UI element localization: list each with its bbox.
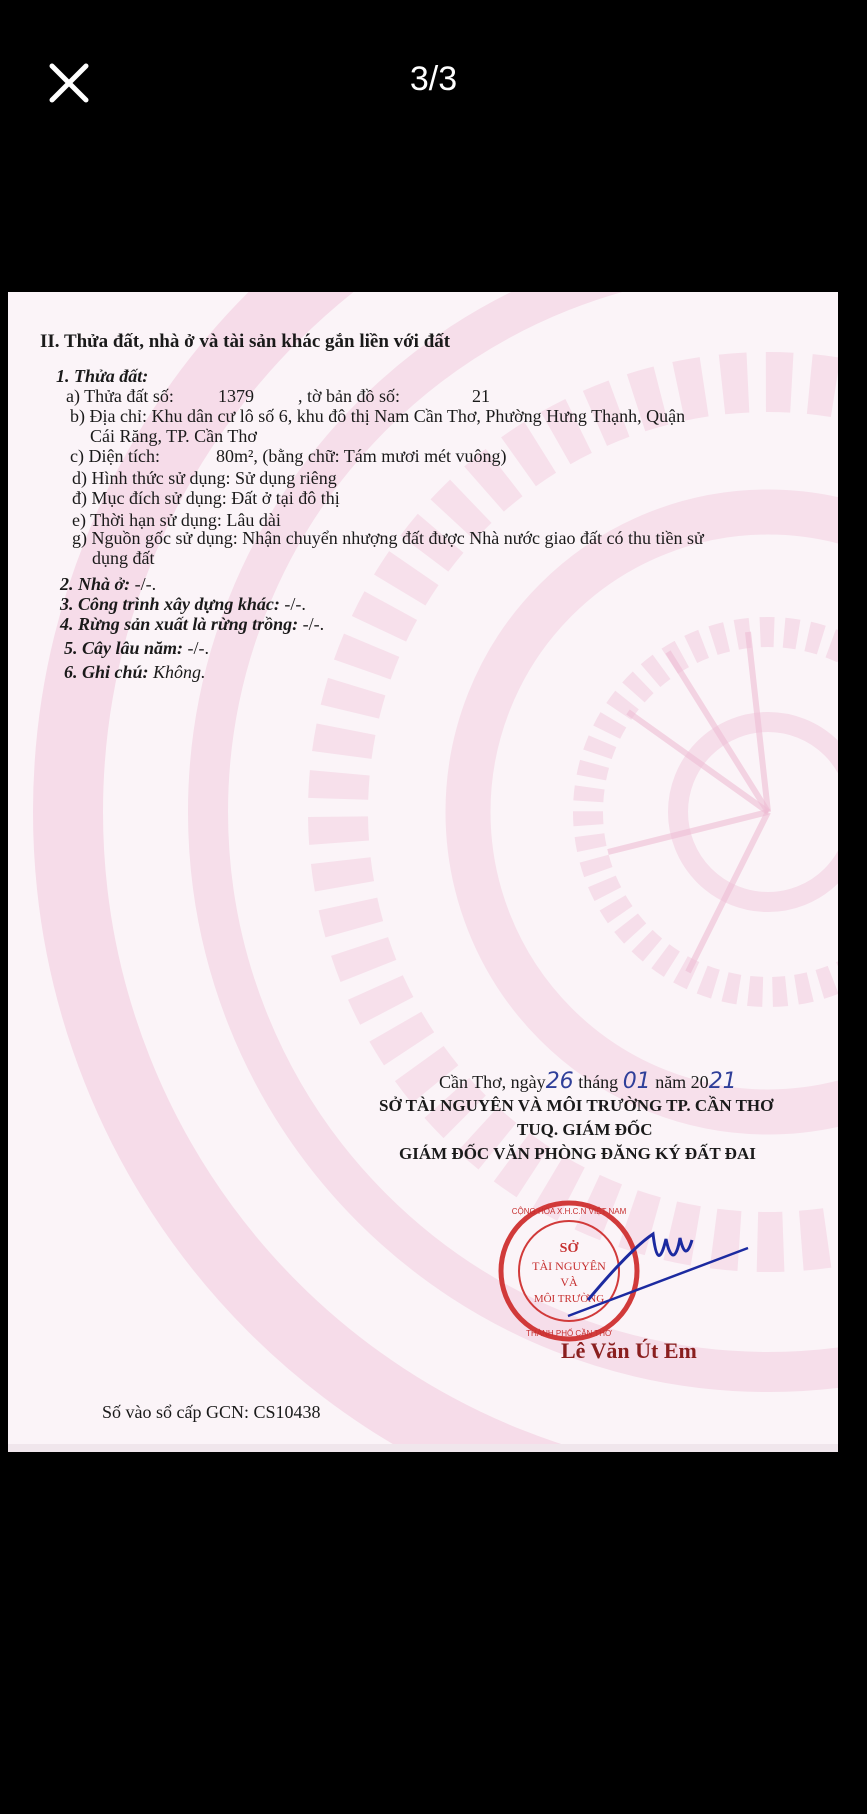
gcn-register-number: Số vào sổ cấp GCN: CS10438 bbox=[102, 1402, 321, 1422]
area-value: 80m², (bằng chữ: Tám mươi mét vuông) bbox=[216, 446, 507, 466]
page-counter: 3/3 bbox=[409, 60, 458, 98]
viewer-top-bar bbox=[0, 0, 867, 160]
date-month: 01 bbox=[622, 1069, 651, 1094]
address-line-2: Cái Răng, TP. Cần Thơ bbox=[90, 426, 257, 446]
usage-origin-line-2: dụng đất bbox=[92, 548, 155, 568]
org-office: GIÁM ĐỐC VĂN PHÒNG ĐĂNG KÝ ĐẤT ĐAI bbox=[399, 1144, 756, 1163]
handwritten-signature bbox=[548, 1204, 808, 1324]
svg-text:SỞ: SỞ bbox=[559, 1241, 579, 1256]
issue-date: Cần Thơ, ngày26 tháng 01 năm 2021 bbox=[439, 1069, 737, 1094]
date-day: 26 bbox=[545, 1069, 574, 1094]
usage-form: d) Hình thức sử dụng: Sử dụng riêng bbox=[72, 468, 337, 488]
svg-text:THÀNH PHỐ CẦN THƠ: THÀNH PHỐ CẦN THƠ bbox=[526, 1329, 612, 1338]
other-construction-value: -/-. bbox=[284, 594, 306, 614]
house-label: 2. Nhà ở: bbox=[60, 574, 131, 594]
house-value: -/-. bbox=[134, 574, 157, 594]
perennial-trees-label: 5. Cây lâu năm: bbox=[64, 638, 184, 658]
parcel-number-label: a) Thửa đất số: bbox=[66, 386, 174, 406]
land-heading: 1. Thửa đất: bbox=[56, 366, 149, 386]
org-name: SỞ TÀI NGUYÊN VÀ MÔI TRƯỜNG TP. CẦN THƠ bbox=[379, 1096, 774, 1115]
notes-label: 6. Ghi chú: bbox=[64, 662, 149, 682]
usage-purpose: đ) Mục đích sử dụng: Đất ở tại đô thị bbox=[72, 488, 340, 508]
notes-value: Không. bbox=[153, 662, 206, 682]
usage-term: e) Thời hạn sử dụng: Lâu dài bbox=[72, 510, 281, 530]
area-label: c) Diện tích: bbox=[70, 446, 160, 466]
perennial-trees-value: -/-. bbox=[187, 638, 210, 658]
parcel-number: 1379 bbox=[218, 386, 254, 406]
address-line-1: b) Địa chỉ: Khu dân cư lô số 6, khu đô thị Nam Cần Thơ, Phường Hưng Thạnh, Quận bbox=[70, 406, 686, 426]
svg-text:MÔI TRƯỜNG: MÔI TRƯỜNG bbox=[533, 1293, 605, 1305]
org-authorization: TUQ. GIÁM ĐỐC bbox=[517, 1120, 653, 1139]
usage-origin-line-1: g) Nguồn gốc sử dụng: Nhận chuyển nhượng đất được Nhà nước giao đất có thu tiền sử bbox=[72, 528, 704, 548]
certificate-page[interactable] bbox=[8, 292, 838, 1452]
planted-forest-label: 4. Rừng sản xuất là rừng trồng: bbox=[60, 614, 299, 634]
section-title: II. Thửa đất, nhà ở và tài sản khác gắn liền với đất bbox=[40, 331, 451, 352]
planted-forest-value: -/-. bbox=[302, 614, 325, 634]
map-sheet-label: , tờ bản đồ số: bbox=[298, 386, 401, 406]
svg-text:CỘNG HÒA X.H.C.N VIỆT NAM: CỘNG HÒA X.H.C.N VIỆT NAM bbox=[511, 1207, 627, 1216]
svg-text:VÀ: VÀ bbox=[560, 1275, 578, 1289]
other-construction-label: 3. Công trình xây dựng khác: bbox=[60, 594, 280, 614]
svg-text:TÀI NGUYÊN: TÀI NGUYÊN bbox=[532, 1259, 606, 1273]
date-year: 21 bbox=[708, 1069, 737, 1094]
map-sheet-number: 21 bbox=[472, 386, 490, 406]
signer-name: Lê Văn Út Em bbox=[561, 1338, 697, 1363]
